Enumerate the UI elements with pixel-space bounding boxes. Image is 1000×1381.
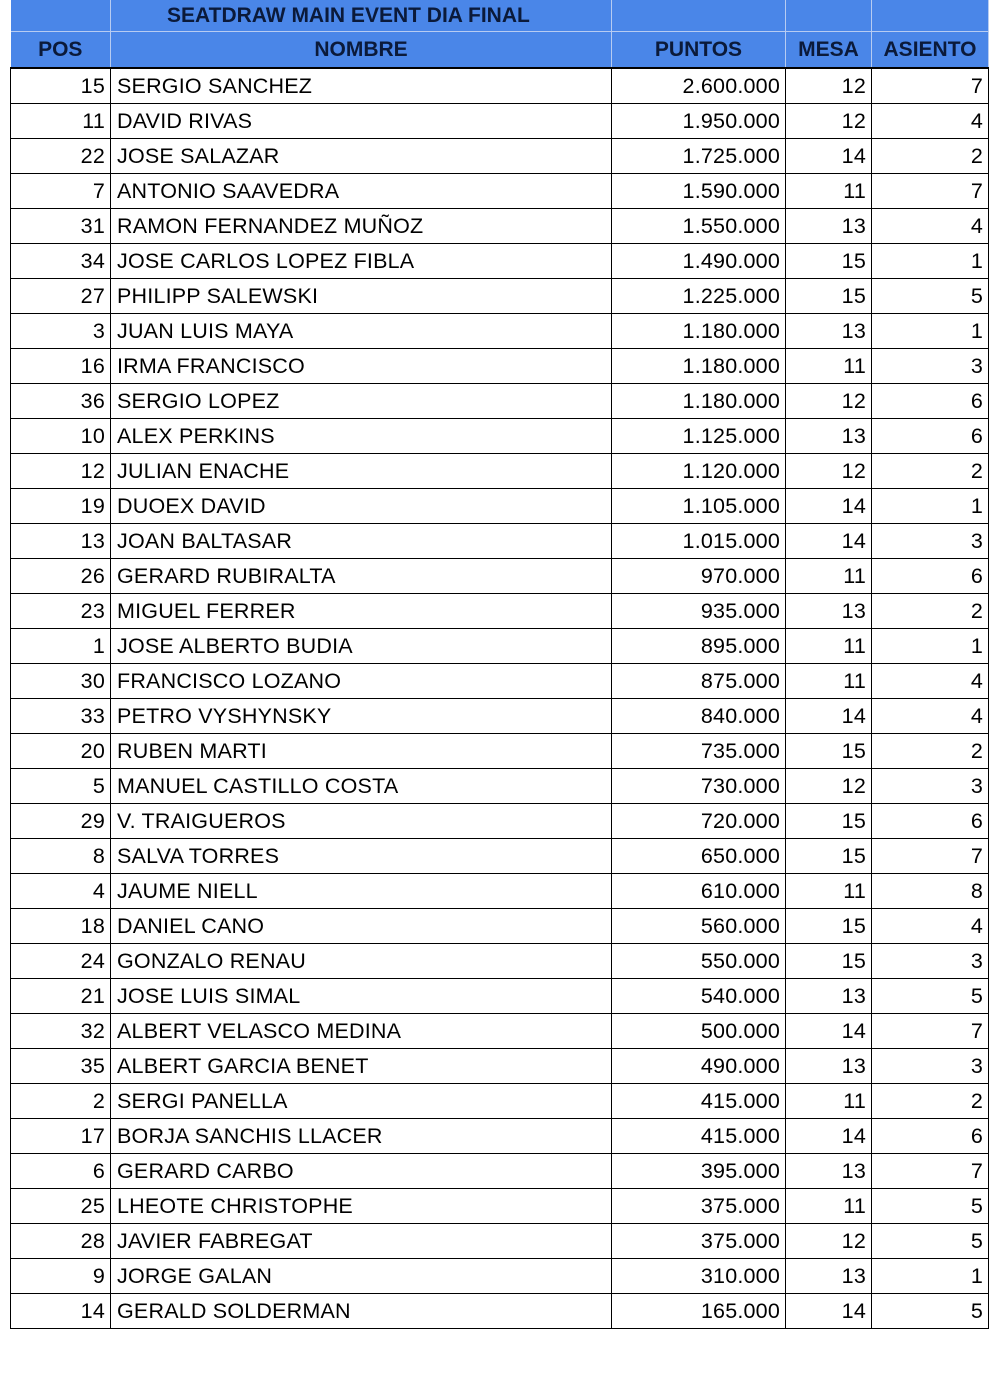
points-cell[interactable]: 970.000 (612, 559, 786, 594)
table-cell[interactable]: 14 (786, 524, 872, 559)
name-cell[interactable]: FRANCISCO LOZANO (111, 664, 612, 699)
table-row (11, 419, 989, 454)
table-row (11, 1189, 989, 1224)
name-cell[interactable]: PETRO VYSHYNSKY (111, 699, 612, 734)
points-cell[interactable]: 1.725.000 (612, 139, 786, 174)
table-cell[interactable]: 15 (786, 839, 872, 874)
table-row (11, 1224, 989, 1259)
seat-cell[interactable]: 2 (872, 594, 989, 629)
points-cell[interactable]: 730.000 (612, 769, 786, 804)
name-cell[interactable]: JOSE CARLOS LOPEZ FIBLA (111, 244, 612, 279)
pos-cell[interactable]: 25 (11, 1189, 111, 1224)
name-cell[interactable]: JOSE SALAZAR (111, 139, 612, 174)
name-cell[interactable]: JOSE LUIS SIMAL (111, 979, 612, 1014)
table-cell[interactable]: 13 (786, 209, 872, 244)
points-cell[interactable]: 895.000 (612, 629, 786, 664)
table-cell[interactable]: 13 (786, 1049, 872, 1084)
seat-cell[interactable]: 5 (872, 1189, 989, 1224)
header-seat[interactable]: ASIENTO (872, 32, 989, 69)
pos-cell[interactable]: 6 (11, 1154, 111, 1189)
table-cell[interactable]: 14 (786, 1119, 872, 1154)
table-row (11, 734, 989, 769)
table-row (11, 104, 989, 139)
table-cell[interactable]: 15 (786, 909, 872, 944)
name-cell[interactable]: JAVIER FABREGAT (111, 1224, 612, 1259)
table-cell[interactable]: 12 (786, 68, 872, 104)
points-cell[interactable]: 735.000 (612, 734, 786, 769)
seat-cell[interactable]: 3 (872, 769, 989, 804)
table-cell[interactable]: 11 (786, 664, 872, 699)
seat-cell[interactable]: 5 (872, 1294, 989, 1329)
points-cell[interactable]: 415.000 (612, 1119, 786, 1154)
table-cell[interactable]: 12 (786, 454, 872, 489)
pos-cell[interactable]: 24 (11, 944, 111, 979)
seat-cell[interactable]: 3 (872, 944, 989, 979)
seat-cell[interactable]: 7 (872, 68, 989, 104)
table-row (11, 664, 989, 699)
pos-cell[interactable]: 17 (11, 1119, 111, 1154)
name-cell[interactable]: SERGIO SANCHEZ (111, 68, 612, 104)
table-row (11, 524, 989, 559)
points-cell[interactable]: 1.015.000 (612, 524, 786, 559)
table-cell[interactable]: 12 (786, 384, 872, 419)
name-cell[interactable]: ANTONIO SAAVEDRA (111, 174, 612, 209)
seat-cell[interactable]: 1 (872, 1259, 989, 1294)
seat-cell[interactable]: 6 (872, 804, 989, 839)
table-row (11, 489, 989, 524)
points-cell[interactable]: 610.000 (612, 874, 786, 909)
table-row (11, 1259, 989, 1294)
seat-cell[interactable]: 2 (872, 1084, 989, 1119)
points-cell[interactable]: 650.000 (612, 839, 786, 874)
table-row (11, 1119, 989, 1154)
title-spacer-cell (11, 0, 111, 32)
pos-cell[interactable]: 34 (11, 244, 111, 279)
pos-cell[interactable]: 35 (11, 1049, 111, 1084)
name-cell[interactable]: IRMA FRANCISCO (111, 349, 612, 384)
table-cell[interactable]: 11 (786, 1189, 872, 1224)
pos-cell[interactable]: 33 (11, 699, 111, 734)
pos-cell[interactable]: 32 (11, 1014, 111, 1049)
seat-cell[interactable]: 7 (872, 1154, 989, 1189)
header-name[interactable]: NOMBRE (111, 32, 612, 69)
name-cell[interactable]: JOSE ALBERTO BUDIA (111, 629, 612, 664)
table-row (11, 594, 989, 629)
table-row (11, 944, 989, 979)
table-row (11, 839, 989, 874)
seat-cell[interactable]: 6 (872, 559, 989, 594)
table-cell[interactable]: 13 (786, 314, 872, 349)
table-cell[interactable]: 11 (786, 1084, 872, 1119)
pos-cell[interactable]: 5 (11, 769, 111, 804)
pos-cell[interactable]: 21 (11, 979, 111, 1014)
table-row (11, 804, 989, 839)
pos-cell[interactable]: 27 (11, 279, 111, 314)
seat-cell[interactable]: 4 (872, 909, 989, 944)
table-row (11, 1294, 989, 1329)
name-cell[interactable]: PHILIPP SALEWSKI (111, 279, 612, 314)
name-cell[interactable]: JORGE GALAN (111, 1259, 612, 1294)
points-cell[interactable]: 840.000 (612, 699, 786, 734)
seat-cell[interactable]: 7 (872, 174, 989, 209)
points-cell[interactable]: 1.105.000 (612, 489, 786, 524)
name-cell[interactable]: GONZALO RENAU (111, 944, 612, 979)
table-row (11, 384, 989, 419)
table-row (11, 349, 989, 384)
pos-cell[interactable]: 26 (11, 559, 111, 594)
seat-cell[interactable]: 7 (872, 1014, 989, 1049)
name-cell[interactable]: GERALD SOLDERMAN (111, 1294, 612, 1329)
table-row (11, 909, 989, 944)
name-cell[interactable]: JULIAN ENACHE (111, 454, 612, 489)
name-cell[interactable]: JOAN BALTASAR (111, 524, 612, 559)
sheet-title: SEATDRAW MAIN EVENT DIA FINAL (111, 0, 612, 32)
name-cell[interactable]: V. TRAIGUEROS (111, 804, 612, 839)
name-cell[interactable]: SALVA TORRES (111, 839, 612, 874)
pos-cell[interactable]: 18 (11, 909, 111, 944)
points-cell[interactable]: 1.180.000 (612, 384, 786, 419)
points-cell[interactable]: 1.590.000 (612, 174, 786, 209)
points-cell[interactable]: 500.000 (612, 1014, 786, 1049)
table-cell[interactable]: 11 (786, 349, 872, 384)
table-row (11, 1084, 989, 1119)
table-row (11, 1154, 989, 1189)
name-cell[interactable]: ALEX PERKINS (111, 419, 612, 454)
points-cell[interactable]: 720.000 (612, 804, 786, 839)
pos-cell[interactable]: 10 (11, 419, 111, 454)
pos-cell[interactable]: 23 (11, 594, 111, 629)
pos-cell[interactable]: 1 (11, 629, 111, 664)
name-cell[interactable]: LHEOTE CHRISTOPHE (111, 1189, 612, 1224)
table-row (11, 699, 989, 734)
table-row (11, 68, 989, 104)
seat-cell[interactable]: 1 (872, 314, 989, 349)
seat-cell[interactable]: 1 (872, 629, 989, 664)
name-cell[interactable]: GERARD RUBIRALTA (111, 559, 612, 594)
pos-cell[interactable]: 3 (11, 314, 111, 349)
seat-cell[interactable]: 5 (872, 279, 989, 314)
table-cell[interactable]: 15 (786, 804, 872, 839)
table-cell[interactable]: 12 (786, 104, 872, 139)
pos-cell[interactable]: 20 (11, 734, 111, 769)
name-cell[interactable]: BORJA SANCHIS LLACER (111, 1119, 612, 1154)
name-cell[interactable]: DANIEL CANO (111, 909, 612, 944)
pos-cell[interactable]: 7 (11, 174, 111, 209)
seat-cell[interactable]: 2 (872, 454, 989, 489)
header-pos[interactable]: POS (11, 32, 111, 69)
table-row (11, 139, 989, 174)
pos-cell[interactable]: 13 (11, 524, 111, 559)
points-cell[interactable]: 1.120.000 (612, 454, 786, 489)
points-cell[interactable]: 560.000 (612, 909, 786, 944)
name-cell[interactable]: DAVID RIVAS (111, 104, 612, 139)
table-cell[interactable]: 13 (786, 1154, 872, 1189)
seat-cell[interactable]: 3 (872, 349, 989, 384)
table-row (11, 209, 989, 244)
pos-cell[interactable]: 19 (11, 489, 111, 524)
title-empty-cell (872, 0, 989, 32)
points-cell[interactable]: 1.490.000 (612, 244, 786, 279)
table-cell[interactable]: 11 (786, 174, 872, 209)
pos-cell[interactable]: 14 (11, 1294, 111, 1329)
table-cell[interactable]: 13 (786, 419, 872, 454)
points-cell[interactable]: 165.000 (612, 1294, 786, 1329)
pos-cell[interactable]: 31 (11, 209, 111, 244)
points-cell[interactable]: 935.000 (612, 594, 786, 629)
table-cell[interactable]: 12 (786, 1224, 872, 1259)
table-cell[interactable]: 14 (786, 139, 872, 174)
points-cell[interactable]: 2.600.000 (612, 68, 786, 104)
table-row (11, 979, 989, 1014)
seat-cell[interactable]: 4 (872, 104, 989, 139)
table-cell[interactable]: 11 (786, 559, 872, 594)
seat-cell[interactable]: 4 (872, 209, 989, 244)
seat-cell[interactable]: 8 (872, 874, 989, 909)
pos-cell[interactable]: 36 (11, 384, 111, 419)
table-cell[interactable]: 14 (786, 489, 872, 524)
title-empty-cell (612, 0, 786, 32)
header-table[interactable]: MESA (786, 32, 872, 69)
seat-cell[interactable]: 6 (872, 1119, 989, 1154)
pos-cell[interactable]: 16 (11, 349, 111, 384)
table-body (11, 68, 989, 1329)
table-cell[interactable]: 13 (786, 594, 872, 629)
points-cell[interactable]: 1.225.000 (612, 279, 786, 314)
title-empty-cell (786, 0, 872, 32)
table-cell[interactable]: 15 (786, 279, 872, 314)
table-cell[interactable]: 14 (786, 699, 872, 734)
header-points[interactable]: PUNTOS (612, 32, 786, 69)
seat-cell[interactable]: 6 (872, 384, 989, 419)
table-row (11, 454, 989, 489)
seat-cell[interactable]: 4 (872, 699, 989, 734)
pos-cell[interactable]: 2 (11, 1084, 111, 1119)
name-cell[interactable]: SERGI PANELLA (111, 1084, 612, 1119)
points-cell[interactable]: 310.000 (612, 1259, 786, 1294)
name-cell[interactable]: RUBEN MARTI (111, 734, 612, 769)
points-cell[interactable]: 375.000 (612, 1224, 786, 1259)
table-cell[interactable]: 12 (786, 769, 872, 804)
points-cell[interactable]: 490.000 (612, 1049, 786, 1084)
name-cell[interactable]: JAUME NIELL (111, 874, 612, 909)
pos-cell[interactable]: 15 (11, 68, 111, 104)
table-cell[interactable]: 13 (786, 1259, 872, 1294)
pos-cell[interactable]: 8 (11, 839, 111, 874)
name-cell[interactable]: MANUEL CASTILLO COSTA (111, 769, 612, 804)
table-row (11, 1014, 989, 1049)
pos-cell[interactable]: 12 (11, 454, 111, 489)
name-cell[interactable]: DUOEX DAVID (111, 489, 612, 524)
points-cell[interactable]: 1.180.000 (612, 349, 786, 384)
seat-cell[interactable]: 5 (872, 1224, 989, 1259)
pos-cell[interactable]: 11 (11, 104, 111, 139)
points-cell[interactable]: 1.950.000 (612, 104, 786, 139)
table-row (11, 1049, 989, 1084)
seat-cell[interactable]: 2 (872, 139, 989, 174)
seat-cell[interactable]: 1 (872, 244, 989, 279)
pos-cell[interactable]: 9 (11, 1259, 111, 1294)
seat-cell[interactable]: 1 (872, 489, 989, 524)
seat-cell[interactable]: 2 (872, 734, 989, 769)
seat-cell[interactable]: 7 (872, 839, 989, 874)
points-cell[interactable]: 1.125.000 (612, 419, 786, 454)
table-cell[interactable]: 15 (786, 244, 872, 279)
table-row (11, 279, 989, 314)
table-row (11, 629, 989, 664)
table-row (11, 314, 989, 349)
seat-cell[interactable]: 3 (872, 1049, 989, 1084)
table-cell[interactable]: 13 (786, 979, 872, 1014)
table-cell[interactable]: 14 (786, 1014, 872, 1049)
pos-cell[interactable]: 29 (11, 804, 111, 839)
pos-cell[interactable]: 22 (11, 139, 111, 174)
seat-cell[interactable]: 5 (872, 979, 989, 1014)
table-row (11, 174, 989, 209)
column-header-row (11, 32, 989, 69)
table-row (11, 559, 989, 594)
name-cell[interactable]: MIGUEL FERRER (111, 594, 612, 629)
name-cell[interactable]: RAMON FERNANDEZ MUÑOZ (111, 209, 612, 244)
pos-cell[interactable]: 4 (11, 874, 111, 909)
pos-cell[interactable]: 30 (11, 664, 111, 699)
name-cell[interactable]: ALBERT VELASCO MEDINA (111, 1014, 612, 1049)
seat-cell[interactable]: 3 (872, 524, 989, 559)
points-cell[interactable]: 1.550.000 (612, 209, 786, 244)
points-cell[interactable]: 550.000 (612, 944, 786, 979)
name-cell[interactable]: ALBERT GARCIA BENET (111, 1049, 612, 1084)
pos-cell[interactable]: 28 (11, 1224, 111, 1259)
table-cell[interactable]: 15 (786, 944, 872, 979)
points-cell[interactable]: 415.000 (612, 1084, 786, 1119)
name-cell[interactable]: GERARD CARBO (111, 1154, 612, 1189)
table-cell[interactable]: 11 (786, 874, 872, 909)
points-cell[interactable]: 875.000 (612, 664, 786, 699)
name-cell[interactable]: SERGIO LOPEZ (111, 384, 612, 419)
seat-cell[interactable]: 6 (872, 419, 989, 454)
points-cell[interactable]: 540.000 (612, 979, 786, 1014)
table-cell[interactable]: 11 (786, 629, 872, 664)
table-cell[interactable]: 15 (786, 734, 872, 769)
points-cell[interactable]: 1.180.000 (612, 314, 786, 349)
name-cell[interactable]: JUAN LUIS MAYA (111, 314, 612, 349)
seatdraw-table (10, 0, 989, 1329)
points-cell[interactable]: 395.000 (612, 1154, 786, 1189)
points-cell[interactable]: 375.000 (612, 1189, 786, 1224)
table-row (11, 244, 989, 279)
table-row (11, 769, 989, 804)
table-cell[interactable]: 14 (786, 1294, 872, 1329)
table-row (11, 874, 989, 909)
title-row (11, 0, 989, 32)
seat-cell[interactable]: 4 (872, 664, 989, 699)
